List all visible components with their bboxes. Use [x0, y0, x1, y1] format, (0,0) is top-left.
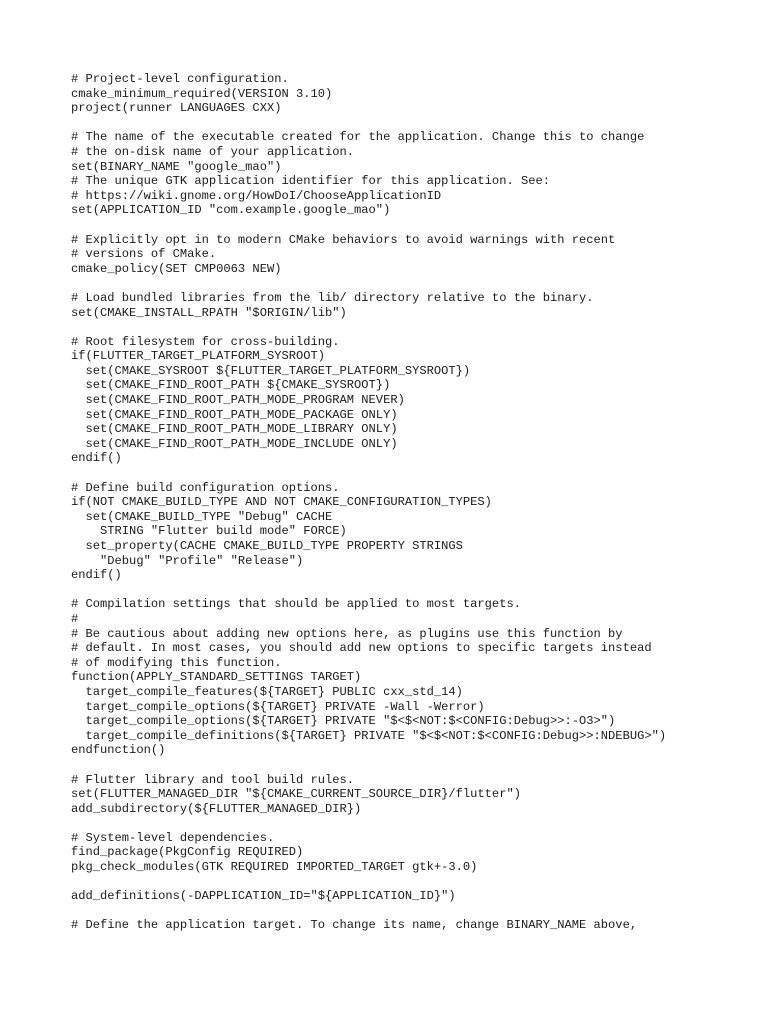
code-line: # Flutter library and tool build rules.: [71, 772, 355, 787]
code-line: find_package(PkgConfig REQUIRED): [71, 845, 304, 860]
blank-line: [71, 816, 761, 831]
code-line: "Debug" "Profile" "Release"): [71, 553, 304, 568]
code-line: if(NOT CMAKE_BUILD_TYPE AND NOT CMAKE_CONFIGURATION_TYPES): [71, 495, 492, 510]
blank-line: [71, 758, 761, 773]
code-line: # Define build configuration options.: [71, 480, 340, 495]
code-line: target_compile_features(${TARGET} PUBLIC cxx_std_14): [71, 684, 463, 699]
blank-line: [71, 276, 761, 291]
code-line: set(CMAKE_INSTALL_RPATH "$ORIGIN/lib"): [71, 305, 347, 320]
code-line: # versions of CMake.: [71, 247, 217, 262]
blank-line: [71, 218, 761, 233]
code-line: endfunction(): [71, 743, 166, 758]
code-line: set(CMAKE_FIND_ROOT_PATH_MODE_INCLUDE ONLY): [71, 436, 398, 451]
code-line: set(CMAKE_BUILD_TYPE "Debug" CACHE: [71, 509, 333, 524]
code-line: # default. In most cases, you should add new options to specific targets instead: [71, 641, 652, 656]
code-line: # Compilation settings that should be applied to most targets.: [71, 597, 521, 612]
blank-line: [71, 875, 761, 890]
code-line: # The unique GTK application identifier for this application. See:: [71, 174, 550, 189]
blank-line: [71, 320, 761, 335]
code-line: # The name of the executable created for the application. Change this to change: [71, 130, 645, 145]
code-line: # of modifying this function.: [71, 655, 282, 670]
code-line: endif(): [71, 451, 122, 466]
code-line: add_definitions(-DAPPLICATION_ID="${APPLICATION_ID}"): [71, 889, 456, 904]
code-line: # Load bundled libraries from the lib/ directory relative to the binary.: [71, 290, 594, 305]
code-line: add_subdirectory(${FLUTTER_MANAGED_DIR}): [71, 801, 362, 816]
code-line: target_compile_options(${TARGET} PRIVATE -Wall -Werror): [71, 699, 485, 714]
blank-line: [71, 466, 761, 481]
code-line: # Be cautious about adding new options here, as plugins use this function by: [71, 626, 623, 641]
code-line: set(APPLICATION_ID "com.example.google_mao"): [71, 203, 391, 218]
code-line: target_compile_options(${TARGET} PRIVATE "$<$<NOT:$<CONFIG:Debug>>:-O3>"): [71, 714, 616, 729]
code-line: set(CMAKE_FIND_ROOT_PATH ${CMAKE_SYSROOT}): [71, 378, 391, 393]
code-line: set(FLUTTER_MANAGED_DIR "${CMAKE_CURRENT_SOURCE_DIR}/flutter"): [71, 787, 521, 802]
blank-line: [71, 116, 761, 131]
code-line: # Root filesystem for cross-building.: [71, 334, 340, 349]
code-line: if(FLUTTER_TARGET_PLATFORM_SYSROOT): [71, 349, 326, 364]
code-line: endif(): [71, 568, 122, 583]
code-line: STRING "Flutter build mode" FORCE): [71, 524, 347, 539]
code-line: set(CMAKE_FIND_ROOT_PATH_MODE_PACKAGE ONLY): [71, 407, 398, 422]
code-line: pkg_check_modules(GTK REQUIRED IMPORTED_TARGET gtk+-3.0): [71, 860, 478, 875]
code-line: #: [71, 611, 79, 626]
code-line: target_compile_definitions(${TARGET} PRIVATE "$<$<NOT:$<CONFIG:Debug>>:NDEBUG>"): [71, 728, 667, 743]
code-line: # Define the application target. To change its name, change BINARY_NAME above,: [71, 918, 638, 933]
code-line: cmake_policy(SET CMP0063 NEW): [71, 261, 282, 276]
code-line: set(CMAKE_FIND_ROOT_PATH_MODE_PROGRAM NEVER): [71, 393, 405, 408]
code-line: cmake_minimum_required(VERSION 3.10): [71, 86, 333, 101]
code-line: # the on-disk name of your application.: [71, 144, 355, 159]
code-line: set_property(CACHE CMAKE_BUILD_TYPE PROPERTY STRINGS: [71, 539, 463, 553]
code-line: # Explicitly opt in to modern CMake behaviors to avoid warnings with recent: [71, 232, 616, 247]
code-line: # System-level dependencies.: [71, 830, 275, 845]
code-line: function(APPLY_STANDARD_SETTINGS TARGET): [71, 670, 362, 685]
blank-line: [71, 904, 761, 919]
code-line: # https://wiki.gnome.org/HowDoI/ChooseApplicationID: [71, 188, 442, 203]
code-line: # Project-level configuration.: [71, 72, 289, 86]
code-line: set(CMAKE_FIND_ROOT_PATH_MODE_LIBRARY ONLY): [71, 422, 398, 437]
code-document: [71, 72, 761, 933]
code-line: project(runner LANGUAGES CXX): [71, 101, 282, 116]
blank-line: [71, 583, 761, 598]
code-line: set(CMAKE_SYSROOT ${FLUTTER_TARGET_PLATFORM_SYSROOT}): [71, 363, 471, 378]
code-line: set(BINARY_NAME "google_mao"): [71, 159, 282, 174]
